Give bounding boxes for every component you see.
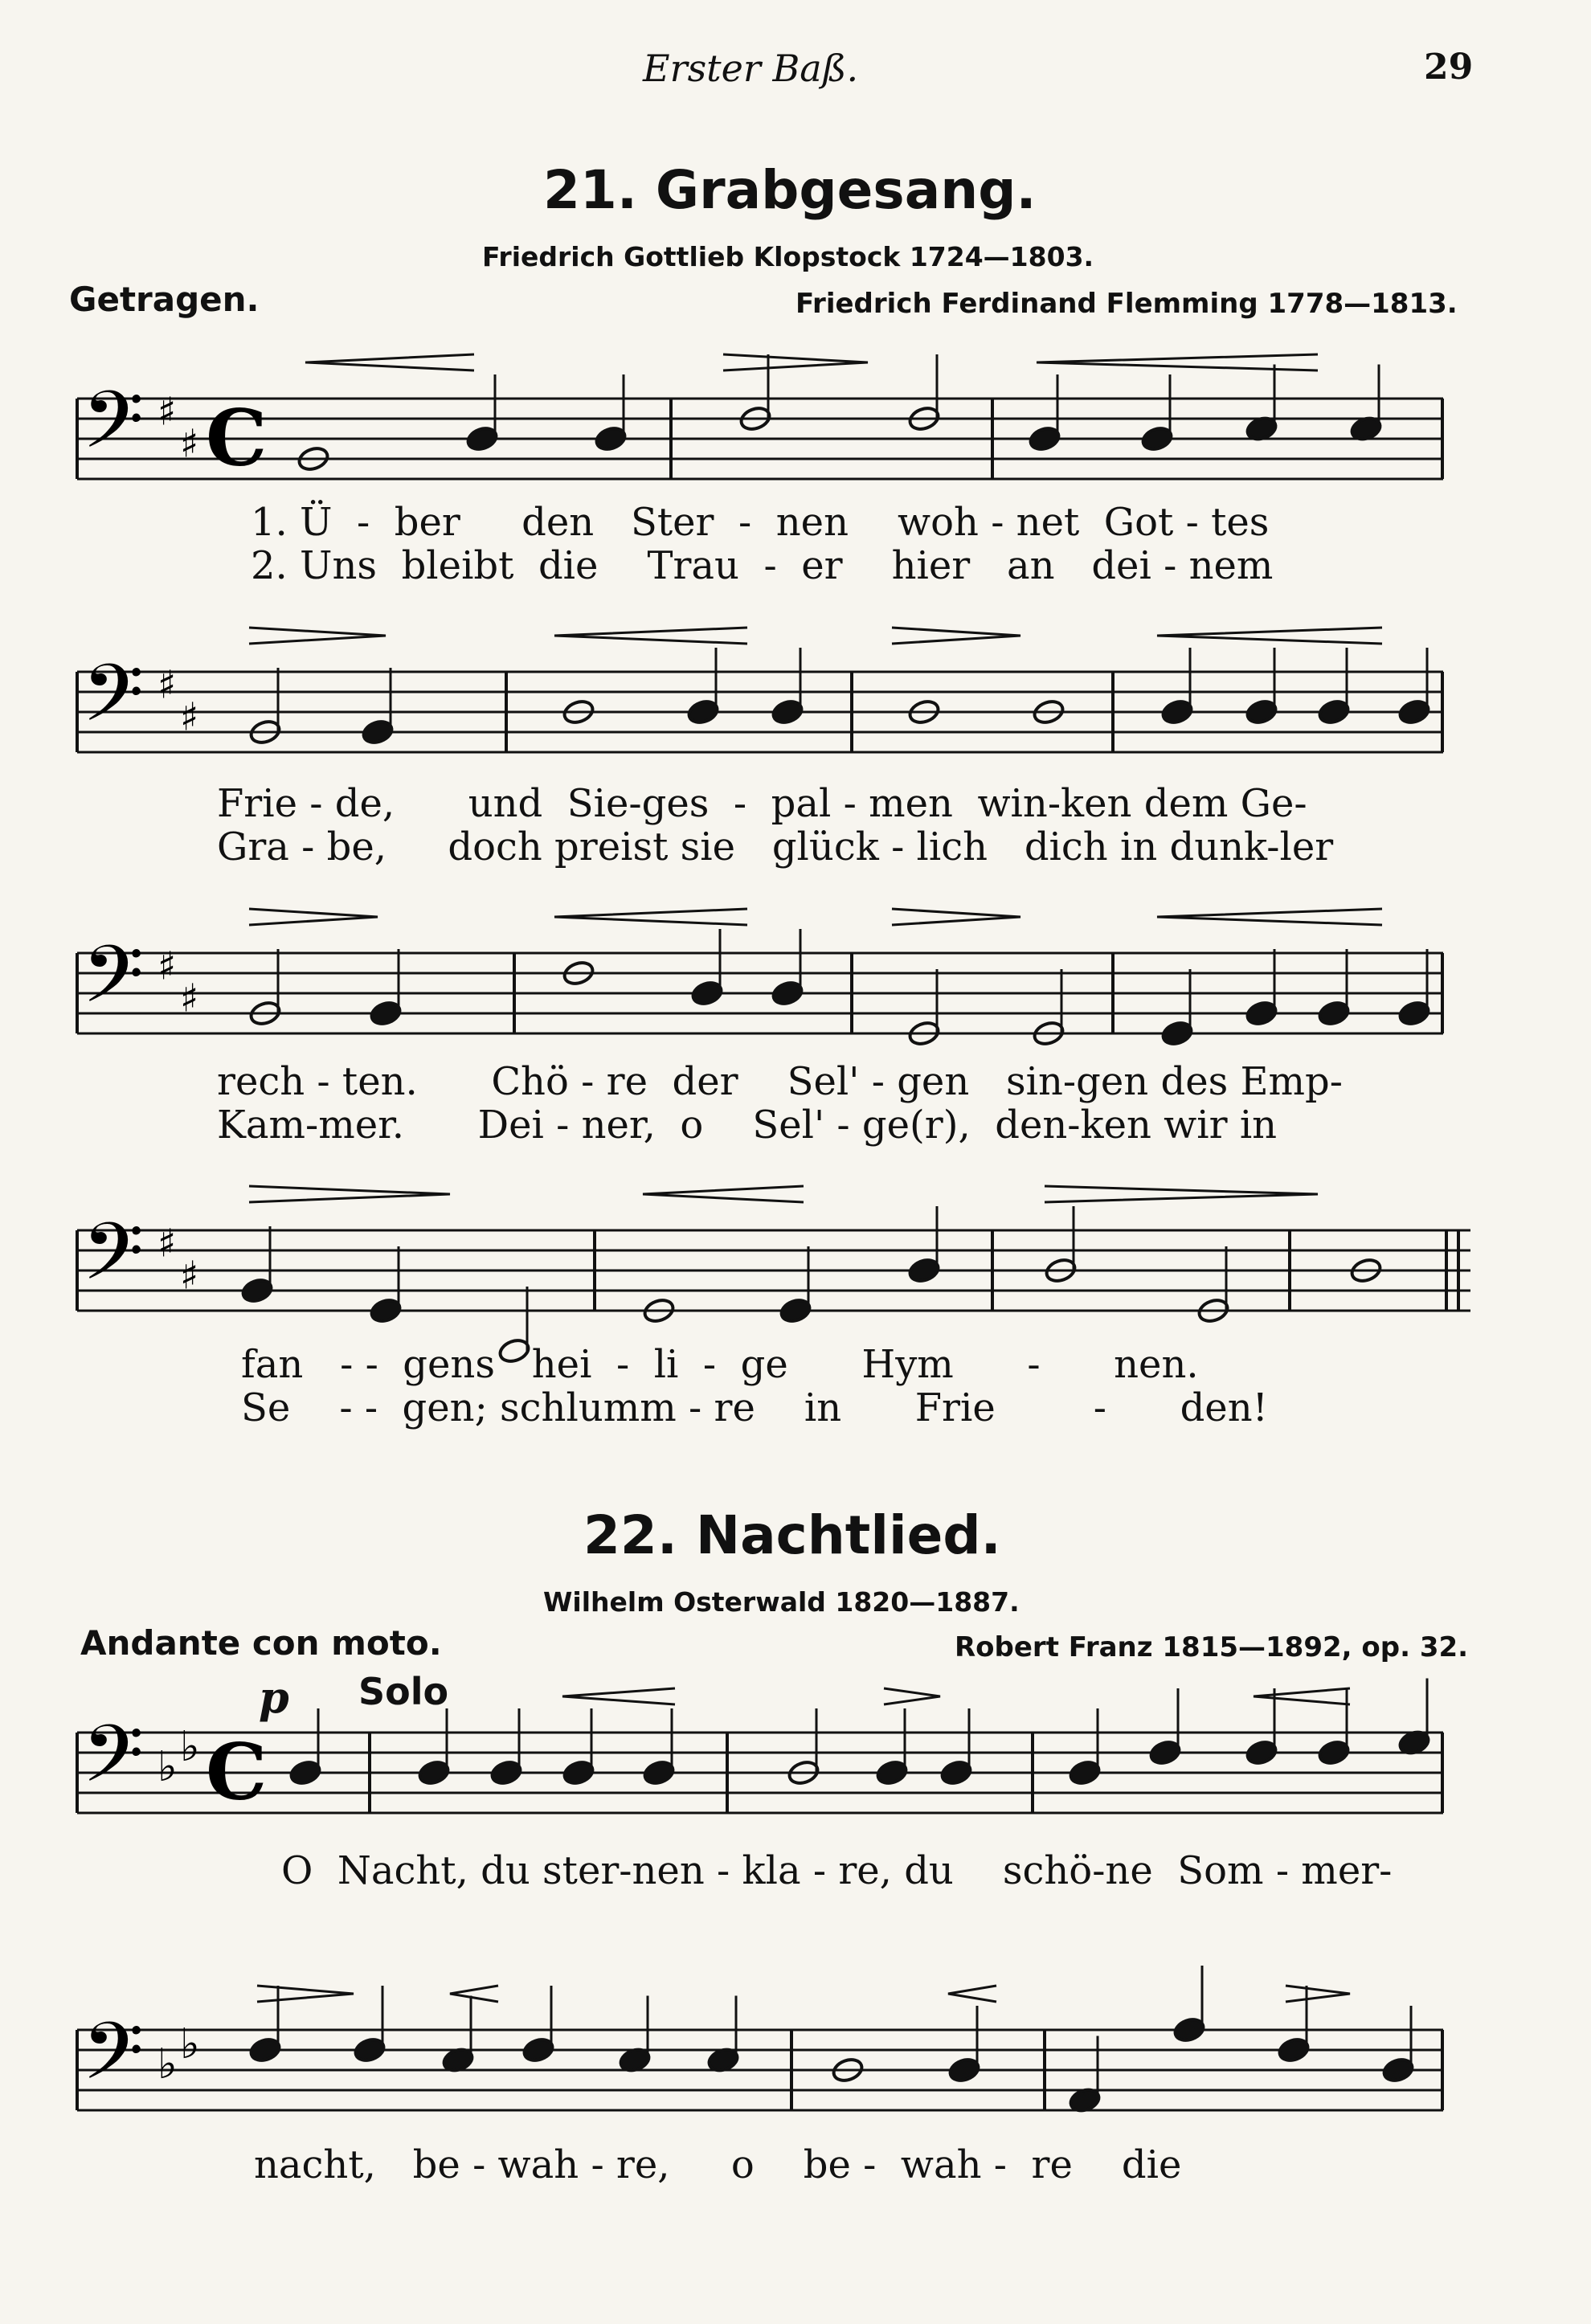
svg-text:♭: ♭ bbox=[157, 1743, 178, 1791]
svg-text:♯: ♯ bbox=[180, 421, 199, 467]
song-title-21: 21. Grabgesang. bbox=[543, 159, 1037, 221]
lyric-line: Gra - be, doch preist sie glück - lich dich in dunk-ler bbox=[217, 824, 1334, 869]
svg-text:♯: ♯ bbox=[157, 943, 177, 989]
svg-text:♯: ♯ bbox=[157, 662, 177, 708]
svg-text:♯: ♯ bbox=[180, 1253, 199, 1299]
lyric-line: rech - ten. Chö - re der Sel' - gen sin-gen des Emp- bbox=[217, 1059, 1343, 1104]
lyric-line: O Nacht, du ster-nen - kla - re, du schö-ne Som - mer- bbox=[281, 1848, 1393, 1893]
poet-22: Wilhelm Osterwald 1820—1887. bbox=[543, 1586, 1020, 1618]
svg-text:♭: ♭ bbox=[180, 1723, 200, 1771]
lyric-line: nacht, be - wah - re, o be - wah - re die bbox=[254, 2142, 1182, 2187]
svg-text:C: C bbox=[206, 392, 268, 484]
composer-22: Robert Franz 1815—1892, op. 32. bbox=[955, 1631, 1469, 1663]
poet-21: Friedrich Gottlieb Klopstock 1724—1803. bbox=[482, 241, 1094, 272]
music-staff bbox=[0, 892, 1591, 1061]
svg-text:𝄢: 𝄢 bbox=[82, 2006, 145, 2117]
svg-text:𝄢: 𝄢 bbox=[82, 1708, 145, 1820]
music-staff bbox=[0, 338, 1591, 506]
lyric-line: 1. Ü - ber den Ster - nen woh - net Got - tes bbox=[251, 500, 1270, 545]
svg-text:♯: ♯ bbox=[157, 389, 177, 435]
lyric-line: fan - - gens hei - li - ge Hym - nen. bbox=[241, 1342, 1199, 1387]
lyric-line: Frie - de, und Sie-ges - pal - men win-ken dem Ge- bbox=[217, 781, 1307, 826]
running-header: Erster Baß. bbox=[643, 47, 859, 90]
music-staff bbox=[0, 1688, 1591, 1848]
svg-text:C: C bbox=[206, 1726, 268, 1818]
svg-text:♭: ♭ bbox=[180, 2020, 200, 2068]
music-staff bbox=[0, 611, 1591, 779]
svg-text:𝄢: 𝄢 bbox=[82, 648, 145, 759]
song-title-22: 22. Nachtlied. bbox=[583, 1504, 1001, 1566]
composer-21: Friedrich Ferdinand Flemming 1778—1813. bbox=[796, 288, 1458, 320]
music-staff bbox=[0, 1985, 1591, 2146]
svg-text:𝄢: 𝄢 bbox=[82, 1206, 145, 1318]
page-number: 29 bbox=[1424, 47, 1474, 88]
dynamic-marking: p bbox=[259, 1671, 289, 1723]
svg-text:♯: ♯ bbox=[180, 976, 199, 1021]
svg-text:𝄢: 𝄢 bbox=[82, 929, 145, 1041]
lyric-line: Se - - gen; schlumm - re in Frie - den! bbox=[241, 1385, 1268, 1430]
solo-marking: Solo bbox=[358, 1670, 449, 1713]
lyric-line: 2. Uns bleibt die Trau - er hier an dei - nem bbox=[251, 543, 1274, 588]
svg-text:𝄢: 𝄢 bbox=[82, 374, 145, 486]
tempo-22: Andante con moto. bbox=[80, 1623, 442, 1663]
tempo-21: Getragen. bbox=[69, 280, 260, 319]
lyric-line: Kam-mer. Dei - ner, o Sel' - ge(r), den-ken wir in bbox=[217, 1103, 1278, 1148]
music-staff bbox=[0, 1169, 1591, 1338]
svg-text:♯: ♯ bbox=[180, 694, 199, 740]
svg-text:♭: ♭ bbox=[157, 2040, 178, 2089]
svg-text:♯: ♯ bbox=[157, 1221, 177, 1266]
